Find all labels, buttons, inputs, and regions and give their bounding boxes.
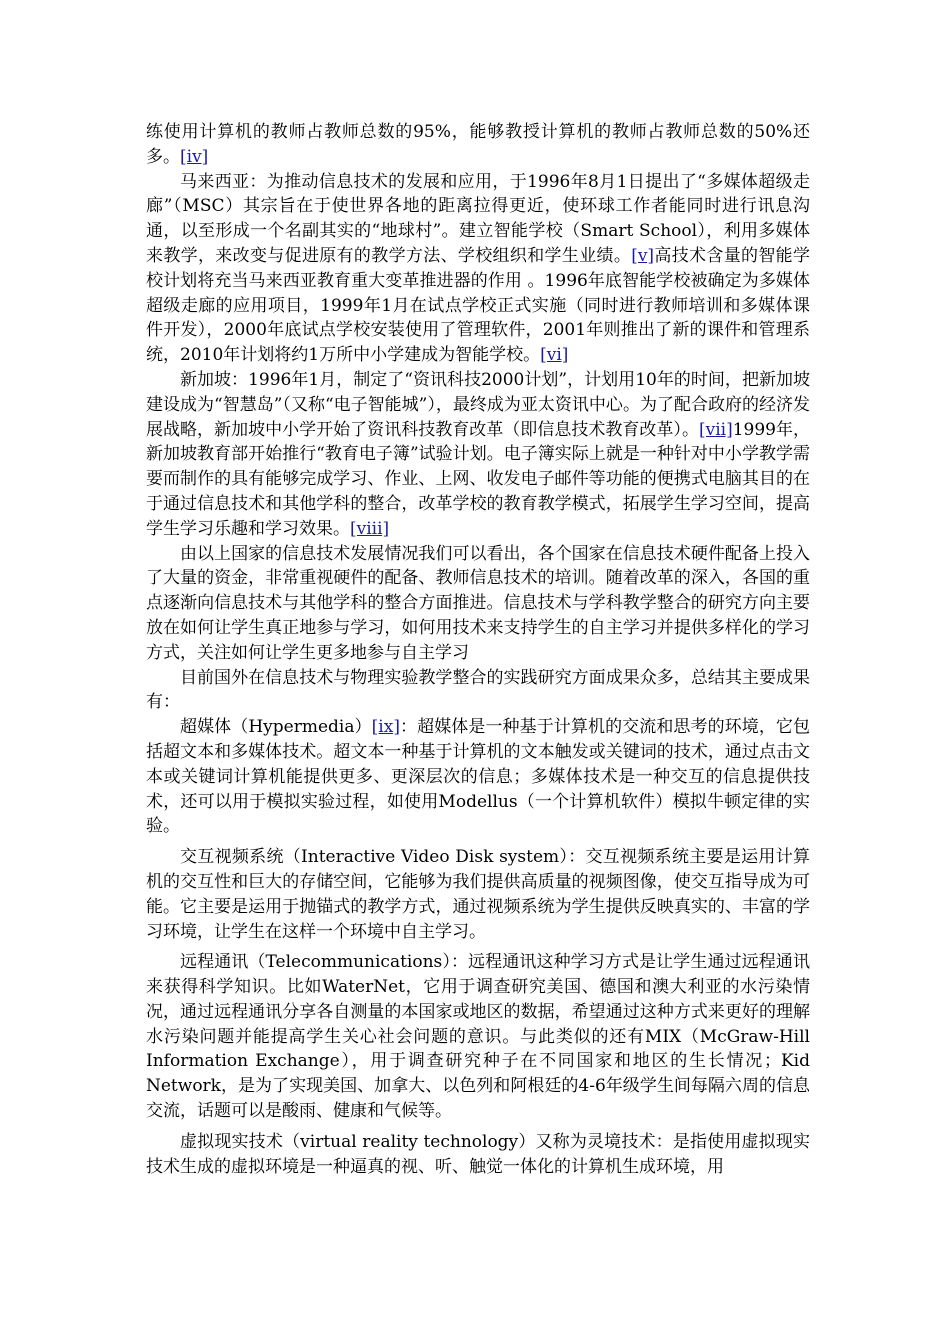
paragraph-text: 交互视频系统（Interactive Video Disk system）：交互视频系统主要是运用计算机的交互性和巨大的存储空间，它能够为我们提供高质量的视频图像，使交互指导成为可能。它主要是运用于抛锚式的教学方式，通过视频系统为学生提供反映真实的、丰富的学习环境，让学生在这样一个环境中自主学习。 <box>146 847 810 942</box>
paragraph-text: 练使用计算机的教师占教师总数的95%，能够教授计算机的教师占教师总数的50%还多。 <box>146 122 810 167</box>
paragraph <box>146 666 810 716</box>
footnote-reference-link[interactable]: [iv] <box>180 146 209 167</box>
paragraph-text: 超媒体（Hypermedia） <box>180 717 372 738</box>
paragraph-text: 由以上国家的信息技术发展情况我们可以看出，各个国家在信息技术硬件配备上投入了大量的资金，非常重视硬件的配备、教师信息技术的培训。随着改革的深入，各国的重点逐渐向信息技术与其他学科的整合方面推进。信息技术与学科教学整合的研究方向主要放在如何让学生真正地参与学习，如何用技术来支持学生的自主学习并提供多样化的学习方式，关注如何让学生更多地参与自主学习 <box>146 543 810 663</box>
paragraph-text: ：超媒体是一种基于计算机的交流和思考的环境，它包括超文本和多媒体技术。超文本一种基于计算机的文本触发或关键词的技术，通过点击文本或关键词计算机能提供更多、更深层次的信息；多媒体技术是一种交互的信息提供技术，还可以用于模拟实验过程，如使用Modellus（一个计算机软件）模拟牛顿定律的实验。 <box>146 717 811 837</box>
paragraph <box>146 1130 810 1180</box>
paragraph-text: 高技术含量的智能学校计划将充当马来西亚教育重大变革推进器的作用 。1996年底智能学校被确定为多媒体超级走廊的应用项目，1999年1月在试点学校正式实施（同时进行教师培训和多媒体课件开发），2000年底试点学校安装使用了管理软件，2001年则推出了新的课件和管理系统，2010年计划将约1万所中小学建成为智能学校。 <box>146 245 811 366</box>
paragraph <box>146 542 810 666</box>
paragraph <box>146 368 810 542</box>
paragraph-text: 1999年，新加坡教育部开始推行“教育电子簿”试验计划。电子簿实际上就是一种针对中小学教学需要而制作的具有能够完成学习、作业、上网、收发电子邮件等功能的便携式电脑其目的在于通过信息技术和其他学科的整合，改革学校的教育教学模式，拓展学生学习空间，提高学生学习乐趣和学习效果。 <box>146 419 811 539</box>
paragraph <box>146 715 810 839</box>
footnote-reference-link[interactable]: [vi] <box>540 345 569 366</box>
paragraph-text: 虚拟现实技术（virtual reality technology）又称为灵境技术：是指使用虚拟现实技术生成的虚拟环境是一种逼真的视、听、触觉一体化的计算机生成环境，用 <box>146 1131 810 1177</box>
footnote-reference-link[interactable]: [vii] <box>698 419 733 440</box>
footnote-reference-link[interactable]: [v] <box>631 245 655 266</box>
paragraph-text: 目前国外在信息技术与物理实验教学整合的实践研究方面成果众多，总结其主要成果有： <box>146 667 810 713</box>
paragraph <box>146 950 810 1124</box>
document-page <box>146 120 810 1179</box>
paragraph-text: 马来西亚：为推动信息技术的发展和应用，于1996年8月1日提出了“多媒体超级走廊”（MSC）其宗旨在于使世界各地的距离拉得更近，使环球工作者能同时进行讯息沟通，以至形成一个名副其实的“地球村”。建立智能学校（Smart School），利用多媒体来教学，来改变与促进原有的教学方法、学校组织和学生业绩。 <box>146 171 810 266</box>
paragraph <box>146 170 810 368</box>
footnote-reference-link[interactable]: [ix] <box>371 717 400 738</box>
paragraph <box>146 120 810 170</box>
paragraph <box>146 845 810 944</box>
paragraph-text: 新加坡：1996年1月，制定了“资讯科技2000计划”，计划用10年的时间，把新加坡建设成为“智慧岛”（又称“电子智能城”），最终成为亚太资讯中心。为了配合政府的经济发展战略，新加坡中小学开始了资讯科技教育改革（即信息技术教育改革）。 <box>146 369 810 440</box>
paragraph-text: 远程通讯（Telecommunications）：远程通讯这种学习方式是让学生通过远程通讯来获得科学知识。比如WaterNet，它用于调查研究美国、德国和澳大利亚的水污染情况，通过远程通讯分享各自测量的本国家或地区的数据，希望通过这种方式来更好的理解水污染问题并能提高学生关心社会问题的意识。与此类似的还有MIX（McGraw-Hill Information Exchange），用于调查研究种子在不同国家和地区的生长情况；Kid Network，是为了实现美国、加拿大、以色列和阿根廷的4-6年级学生间每隔六周的信息交流，话题可以是酸雨、健康和气候等。 <box>146 952 810 1122</box>
footnote-reference-link[interactable]: [viii] <box>350 518 390 539</box>
